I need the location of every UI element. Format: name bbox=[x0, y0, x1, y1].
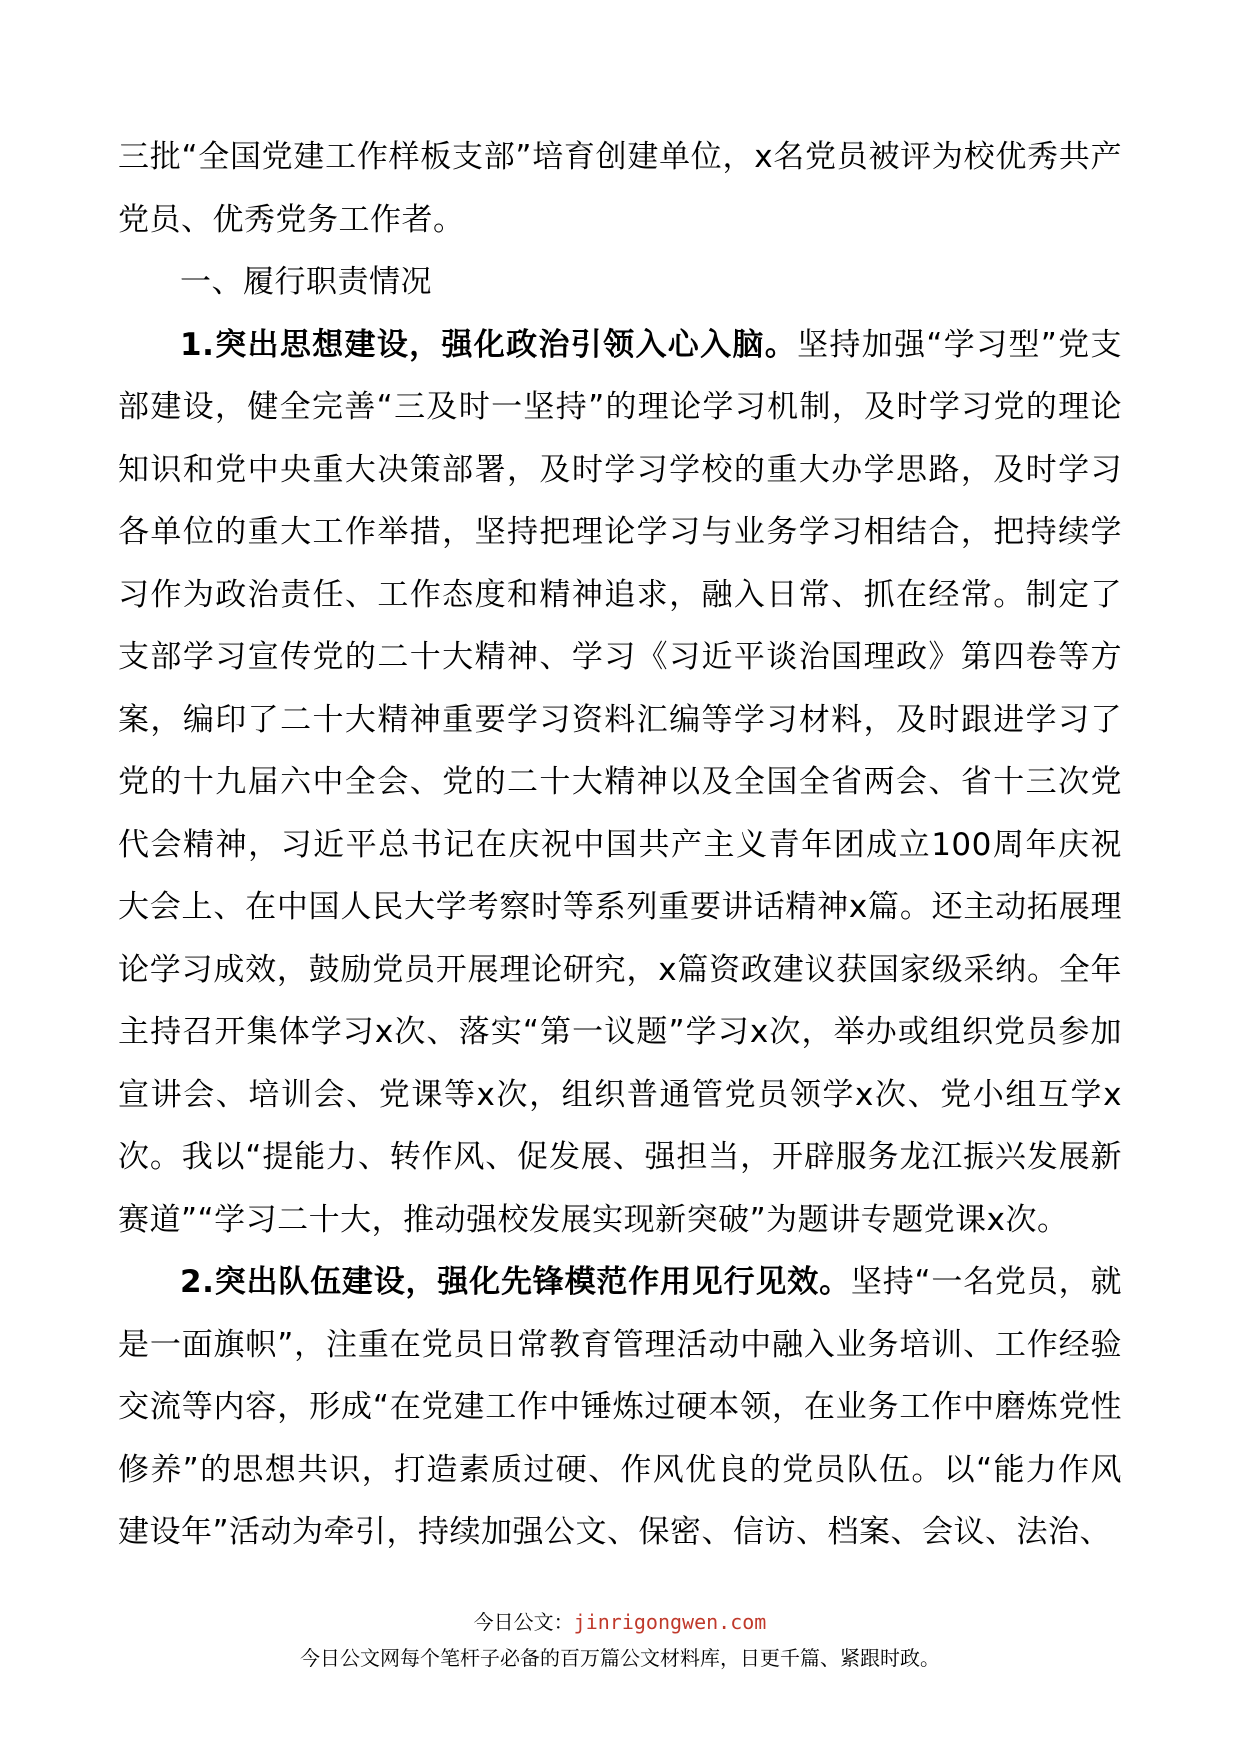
paragraph-item-1 bbox=[118, 314, 1122, 1252]
item-1-body: 坚持加强“学习型”党支部建设，健全完善“三及时一坚持”的理论学习机制，及时学习党的理论知识和党中央重大决策部署，及时学习学校的重大办学思路，及时学习各单位的重大工作举措，坚持把理论学习与业务学习相结合，把持续学习作为政治责任、工作态度和精神追求，融入日常、抓在经常。制定了支部学习宣传党的二十大精神、学习《习近平谈治国理政》第四卷等方案，编印了二十大精神重要学习资料汇编等学习材料，及时跟进学习了党的十九届六中全会、党的二十大精神以及全国全省两会、省十三次党代会精神，习近平总书记在庆祝中国共产主义青年团成立100周年庆祝大会上、在中国人民大学考察时等系列重要讲话精神x篇。还主动拓展理论学习成效，鼓励党员开展理论研究，x篇资政建议获国家级采纳。全年主持召开集体学习x次、落实“第一议题”学习x次，举办或组织党员参加宣讲会、培训会、党课等x次，组织普通管党员领学x次、党小组互学x次。我以“提能力、转作风、促发展、强担当，开辟服务龙江振兴发展新赛道”“学习二十大，推动强校发展实现新突破”为题讲专题党课x次。 bbox=[118, 326, 1122, 1238]
footer-tagline-text: 今日公文网每个笔杆子必备的百万篇公文材料库，日更千篇、紧跟时政。 bbox=[300, 1646, 940, 1670]
paragraph-item-2 bbox=[118, 1251, 1122, 1564]
footer-url-link[interactable]: jinrigongwen.com bbox=[573, 1610, 767, 1634]
footer-tagline bbox=[0, 1642, 1240, 1671]
footer-source bbox=[0, 1606, 1240, 1635]
item-1-lead: 1.突出思想建设，强化政治引领入心入脑。 bbox=[180, 326, 798, 363]
document-body bbox=[118, 126, 1122, 1564]
paragraph-text: 三批“全国党建工作样板支部”培育创建单位，x名党员被评为校优秀共产党员、优秀党务工作者。 bbox=[118, 139, 1122, 238]
section-heading bbox=[118, 251, 1122, 314]
item-2-body: 坚持“一名党员，就是一面旗帜”，注重在党员日常教育管理活动中融入业务培训、工作经验交流等内容，形成“在党建工作中锤炼过硬本领，在业务工作中磨炼党性修养”的思想共识，打造素质过硬、作风优良的党员队伍。以“能力作风建设年”活动为牵引，持续加强公文、保密、信访、档案、会议、法治、 bbox=[118, 1264, 1122, 1550]
paragraph-continued bbox=[118, 126, 1122, 251]
section-heading-text: 一、履行职责情况 bbox=[180, 264, 432, 300]
item-2-lead: 2.突出队伍建设，强化先锋模范作用见行见效。 bbox=[180, 1264, 851, 1300]
footer-label: 今日公文： bbox=[473, 1610, 574, 1634]
